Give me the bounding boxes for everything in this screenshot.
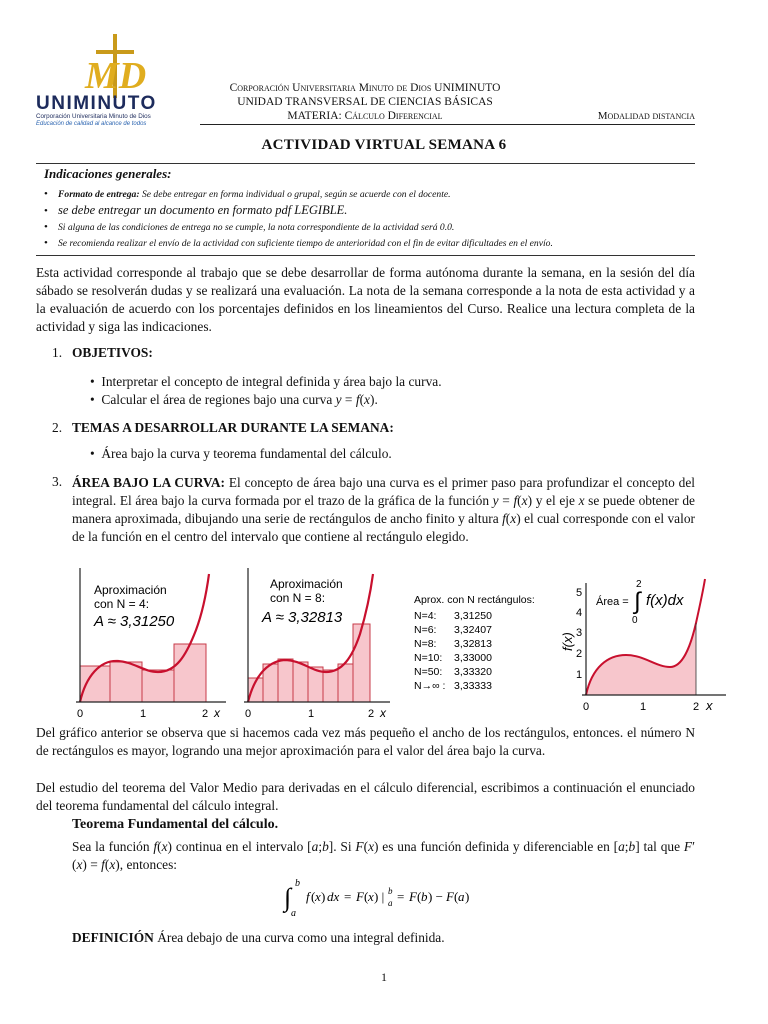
uniminuto-logo — [34, 30, 189, 126]
table-n: N=4: — [414, 610, 437, 622]
n8-rect — [353, 624, 370, 702]
svg-text:(: ( — [311, 889, 316, 904]
page-number: 1 — [381, 970, 387, 984]
n8-rect — [278, 659, 293, 702]
chart-approx-n4 — [72, 568, 234, 724]
indication-item: • se debe entregar un documento en formato pdf LEGIBLE. — [44, 203, 348, 217]
definition — [72, 930, 445, 946]
n8-label2: con N = 8: — [270, 591, 326, 605]
svg-text:x: x — [315, 889, 321, 904]
y-tick: 1 — [576, 669, 583, 681]
tick-label: 0 — [77, 708, 84, 720]
table-v: 3,32407 — [454, 624, 492, 636]
svg-text:∫: ∫ — [634, 588, 641, 615]
page-title: ACTIVIDAD VIRTUAL SEMANA 6 — [261, 137, 507, 153]
tick-label: 2 — [202, 708, 209, 720]
logo-brand: UNIMINUTO — [36, 93, 157, 114]
definition-text: Área debajo de una curva como una integral definida. — [153, 930, 445, 945]
tick-label: 1 — [640, 701, 647, 713]
tick-label: 1 — [308, 708, 315, 720]
integrand: f(x)dx — [646, 592, 684, 609]
header-line2: UNIDAD TRANSVERSAL DE CIENCIAS BÁSICAS — [237, 96, 493, 108]
chart-approx-n8 — [240, 568, 398, 724]
header-line1: Corporación Universitaria Minuto de Dios UNIMINUTO — [229, 82, 501, 94]
svg-text:(: ( — [417, 889, 422, 904]
n8-label1: Aproximación — [270, 577, 343, 591]
n4-label1: Aproximación — [94, 583, 167, 597]
theorem-statement: Sea la función f(x) continua en el intervalo [a;b]. Si F(x) es una función definida y diferenciable en [a;b] tal que F′(x) = f(x), entonces: — [72, 839, 695, 872]
title-divider-top — [36, 163, 695, 164]
indication-item: • Si alguna de las condiciones de entrega no se cumple, la nota correspondiente de la actividad será 0.0. — [44, 221, 455, 233]
n8-value: A ≈ 3,32813 — [262, 609, 343, 626]
indications-divider-bottom — [36, 255, 695, 256]
axis-label: x — [214, 706, 220, 720]
integral-upper: 2 — [636, 579, 642, 590]
svg-text:f: f — [306, 889, 310, 904]
definition-label: DEFINICIÓN — [72, 930, 154, 945]
table-v: 3,31250 — [454, 610, 492, 622]
svg-text:b: b — [295, 878, 300, 889]
indication-item: • Formato de entrega: Se debe entregar en forma individual o grupal, según se acuerde con el docente. — [44, 188, 451, 200]
n4-value: A ≈ 3,31250 — [94, 613, 175, 630]
table-v: 3,33320 — [454, 666, 492, 678]
svg-text:=: = — [344, 889, 352, 904]
svg-text:b: b — [421, 889, 428, 904]
svg-text:=: = — [397, 889, 405, 904]
svg-text:F: F — [356, 889, 364, 904]
n8-rect — [323, 670, 338, 702]
svg-text:): ) — [465, 889, 470, 904]
table-v: 3,33333 — [454, 680, 492, 692]
table-v: 3,33000 — [454, 652, 492, 664]
section2-number: 2. — [52, 420, 63, 435]
svg-text:) −: ) − — [428, 889, 443, 904]
n8-rect — [293, 662, 308, 702]
svg-text:a: a — [458, 889, 465, 904]
mean-value-paragraph: Del estudio del teorema del Valor Medio para derivadas en el cálculo diferencial, escribimos a continuación el enunciado del teorema fundamental del cálculo integral. — [36, 780, 695, 813]
section1-number: 1. — [52, 345, 63, 360]
chart-exact-area — [556, 575, 734, 721]
objective-item: • Interpretar el concepto de integral definida y área bajo la curva. — [90, 374, 442, 389]
n4-rect — [142, 670, 174, 702]
table-header: Aprox. con N rectángulos: — [414, 594, 535, 606]
indication-item: • Se recomienda realizar el envío de la actividad con suficiente tiempo de anterioridad con el fin de evitar dificultades en el envío. — [44, 237, 553, 249]
n8-rect — [338, 664, 353, 702]
svg-text:(: ( — [364, 889, 369, 904]
svg-text:a: a — [291, 908, 296, 919]
header-subject-label: MATERIA: — [287, 110, 342, 122]
svg-text:a: a — [388, 898, 393, 908]
y-axis-label: f(x) — [560, 632, 575, 651]
header-line3 — [200, 110, 530, 122]
n4-rect — [110, 662, 142, 702]
logo-md-text: MD — [85, 55, 147, 97]
svg-text:b: b — [388, 886, 393, 896]
tick-label: 0 — [245, 708, 252, 720]
n4-rect — [174, 644, 206, 702]
integral-lower: 0 — [632, 615, 638, 626]
fundamental-theorem-formula — [280, 876, 500, 920]
topic-item: • Área bajo la curva y teorema fundamental del cálculo. — [90, 446, 392, 461]
table-v: 3,32813 — [454, 638, 492, 650]
area-label: Área = — [596, 596, 629, 608]
objective-item: • Calcular el área de regiones bajo una curva y = f(x). — [90, 392, 378, 407]
indication-bold: Formato de entrega: — [58, 189, 140, 200]
svg-text:F: F — [446, 889, 454, 904]
n4-label2: con N = 4: — [94, 597, 150, 611]
logo-sub2: Educación de calidad al alcance de todos — [36, 121, 147, 126]
approx-table — [414, 592, 564, 692]
svg-text:F: F — [409, 889, 417, 904]
svg-text:(: ( — [454, 889, 459, 904]
indications-heading: Indicaciones generales: — [44, 166, 172, 181]
y-tick: 2 — [576, 648, 583, 660]
axis-label: x — [706, 698, 713, 713]
section3-title: ÁREA BAJO LA CURVA: — [72, 475, 225, 490]
area-fill — [586, 623, 696, 695]
y-tick: 3 — [576, 627, 583, 639]
y-tick: 5 — [576, 587, 583, 599]
table-n: N=10: — [414, 652, 443, 664]
logo-sub1: Corporación Universitaria Minuto de Dios — [36, 113, 151, 120]
y-tick: 4 — [576, 607, 583, 619]
svg-text:x: x — [368, 889, 374, 904]
svg-text:∫: ∫ — [284, 883, 292, 912]
svg-text:) |: ) | — [374, 889, 385, 904]
section2-title: TEMAS A DESARROLLAR DURANTE LA SEMANA: — [72, 420, 394, 435]
table-n: N=50: — [414, 666, 443, 678]
section1-title: OBJETIVOS: — [72, 345, 153, 360]
modality: Modalidad distancia — [597, 110, 695, 122]
tick-label: 2 — [693, 701, 700, 713]
table-n: N=6: — [414, 624, 437, 636]
svg-text:): ) — [321, 889, 326, 904]
tick-label: 2 — [368, 708, 375, 720]
header-subject: Cálculo Diferencial — [344, 110, 443, 122]
section3-paragraph: ÁREA BAJO LA CURVA: El concepto de área bajo una curva es el primer paso para profundizar el concepto del integral. El área bajo la curva formada por el trazo de la gráfica de la función y = f(x) y el eje x se puede obtener de manera aproximada, dibujando una serie de rectángulos de ancho finito y altura f(x) el cual corresponde con el valor de la función en el centro del intervalo que contiene al rectángulo elegido. — [72, 475, 695, 544]
svg-text:dx: dx — [327, 889, 340, 904]
header-divider — [200, 124, 695, 125]
theorem-title: Teorema Fundamental del cálculo. — [72, 817, 279, 832]
tick-label: 1 — [140, 708, 147, 720]
axis-label: x — [380, 706, 386, 720]
intro-paragraph: Esta actividad corresponde al trabajo que se debe desarrollar de forma autónoma durante la semana, en la sesión del día sábado se resolverán dudas y se realizará una evaluación. La nota de la semana corresponde a la nota de esta actividad y a la evaluación de acuerdo con los porcentajes definidos en los lineamientos del Curso. Realice una lectura completa de la actividad y siga las indicaciones. — [36, 265, 695, 334]
table-n: N→∞ : — [414, 680, 446, 692]
table-n: N=8: — [414, 638, 437, 650]
figure-explanation: Del gráfico anterior se observa que si hacemos cada vez más pequeño el ancho de los rectángulos, entonces. el número N de rectángulos es mayor, logrando una mejor aproximación para el valor del área bajo la curva. — [36, 725, 695, 758]
tick-label: 0 — [583, 701, 590, 713]
section3-number: 3. — [52, 474, 63, 489]
